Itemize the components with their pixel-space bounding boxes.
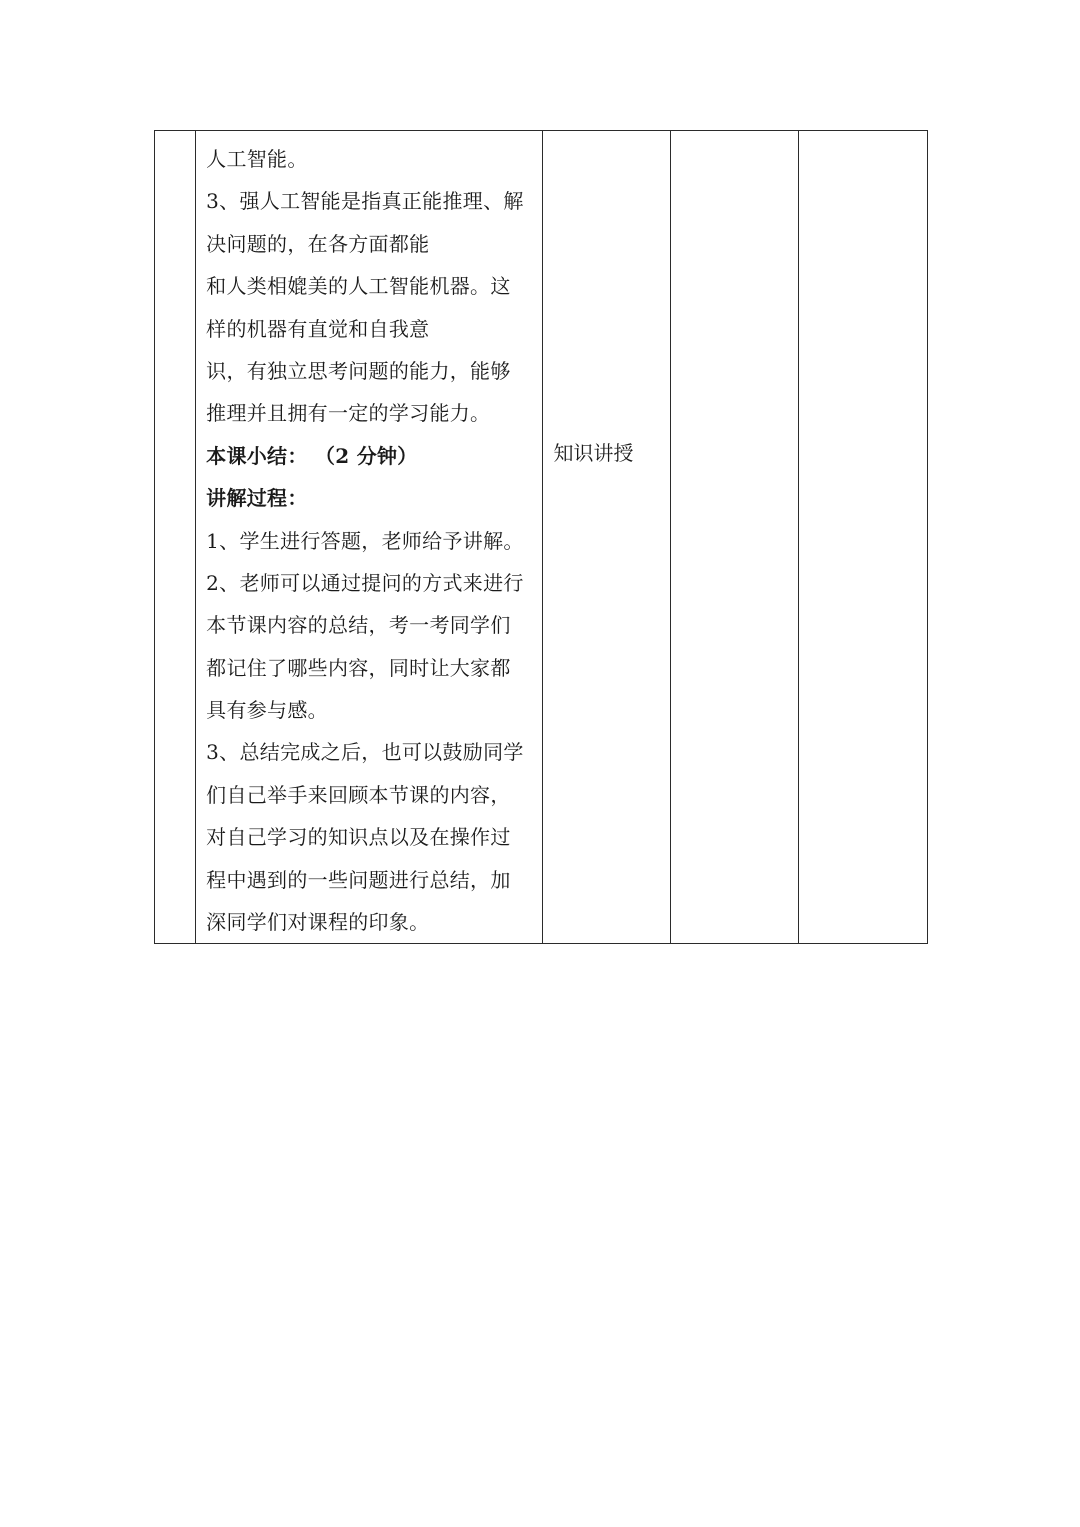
summary-heading: 本课小结： （2 分钟） [206, 443, 418, 468]
table-row [155, 131, 928, 944]
content-line: 们自己举手来回顾本节课的内容， [206, 782, 511, 807]
content-line: 识，有独立思考问题的能力，能够 [206, 358, 511, 383]
empty-left-cell [155, 131, 196, 944]
content-line: 决问题的，在各方面都能 [206, 231, 430, 256]
content-line: 都记住了哪些内容，同时让大家都 [206, 655, 511, 680]
content-line: 推理并且拥有一定的学习能力。 [206, 401, 491, 426]
content-line: 1、学生进行答题，老师给予讲解。 [206, 528, 524, 553]
content-line: 程中遇到的一些问题进行总结，加 [206, 867, 511, 892]
process-heading: 讲解过程： [206, 486, 308, 511]
content-line: 具有参与感。 [206, 698, 328, 723]
content-line: 深同学们对课程的印象。 [206, 910, 430, 935]
content-line: 对自己学习的知识点以及在操作过 [206, 825, 511, 850]
content-line: 3、总结完成之后，也可以鼓励同学 [206, 740, 524, 765]
content-cell [196, 131, 542, 944]
content-line: 3、强人工智能是指真正能推理、解 [206, 189, 524, 214]
empty-cell [670, 131, 798, 944]
content-line: 本节课内容的总结，考一考同学们 [206, 613, 511, 638]
content-line: 2、老师可以通过提问的方式来进行 [206, 570, 524, 595]
content-lines [196, 131, 541, 943]
lesson-plan-table [154, 130, 928, 944]
content-line: 人工智能。 [206, 147, 308, 171]
method-cell [542, 131, 670, 944]
content-line: 和人类相媲美的人工智能机器。这 [206, 274, 511, 299]
content-line: 样的机器有直觉和自我意 [206, 316, 430, 341]
empty-cell [799, 131, 928, 944]
teaching-method-label: 知识讲授 [553, 441, 634, 465]
